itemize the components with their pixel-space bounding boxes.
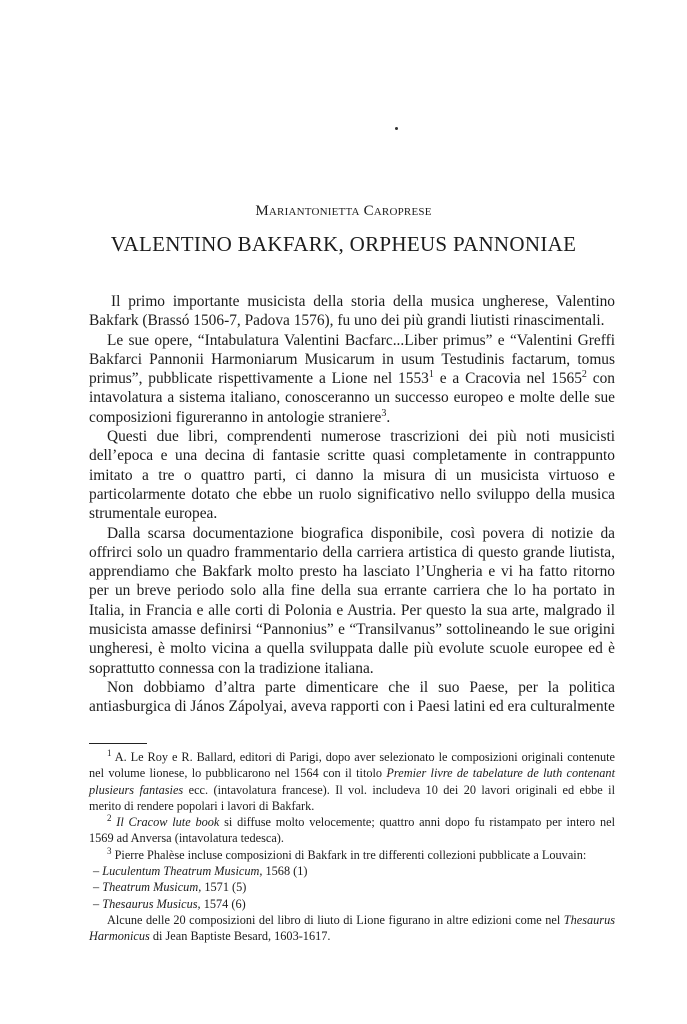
paragraph-4: Dalla scarsa documentazione biografica disponibile, così povera di notizie da offrirci solo un quadro frammentario della carriera artistica di questo grande liutista, apprendiamo che Bakfark molto presto ha lasciato l’Ungheria e vi ha fatto ritorno per un breve periodo solo alla fine della sua errante carriera che lo ha portato in Italia, in Francia e alle corti di Polonia e Austria. Per questo la sua arte, malgrado il musicista amasse definirsi “Pannonius” e “Transilvanus” sottolineando le sue origini ungheresi, è molto vicina a quella sviluppata dalle più evolute scuole europee ed è soprattutto connessa con la tradizione italiana. [89,524,615,677]
list-dash: – [93,880,103,895]
list-item-title: Thesaurus Musicus, [102,896,201,911]
paragraph-3: Questi due libri, comprendenti numerose trascrizioni dei più noti musicisti dell’epoca e una decina di fantasie scritte quasi completamente in contrappunto imitato a tre o quattro parti, ci danno la misura di un musicista virtuoso e particolarmente dotato che ebbe un ruolo significativo nello sviluppo della musica strumentale europea. [89,428,615,523]
footnote-1-title: Premier livre de tabelature de luth contenant plusieurs fantasies [89,766,615,797]
footnote-1 [89,749,615,814]
list-item-title: Theatrum Musicum, [102,880,202,895]
author-name: Mariantonietta Caroprese [255,203,432,219]
footnote-closing [89,912,615,945]
paragraph-1: Il primo importante musicista della storia della musica ungherese, Valentino Bakfark (Brassó 1506-7, Padova 1576), fu uno dei più grandi liutisti rinascimentali. [89,293,615,330]
footnote-ref-3[interactable]: 3 [381,407,387,419]
stray-dot-mark [395,127,398,130]
footnote-1-number: 1 [107,748,112,758]
footnote-closing-title: Thesaurus Harmonicus [89,912,615,944]
footnote-list-item [89,879,615,895]
footnote-2-number: 2 [107,813,112,824]
footnote-2-title: Il Cracow lute book [116,815,220,830]
paragraph-2 [89,331,615,427]
footnote-closing-text-a: Alcune delle 20 composizioni del libro di liuto di Lione figurano in altre edizioni come nel [107,912,564,927]
footnote-3-number: 3 [107,845,112,856]
paragraph-2-text-d: . [386,408,391,426]
list-item-detail: 1571 (5) [201,880,247,895]
list-item-detail: 1574 (6) [200,896,246,911]
footnote-list-item [89,896,615,912]
article-body [89,292,615,717]
footnote-list-item [89,863,615,879]
footnote-2-text: si diffuse molto velocemente; quattro anni dopo fu ristampato per intero nel 1569 ad Anversa (intavolatura tedesca). [89,815,615,846]
footnote-3-text: Pierre Phalèse incluse composizioni di Bakfark in tre differenti collezioni pubblicate a Louvain: [111,847,587,862]
footnote-divider [89,743,147,744]
list-item-detail: 1568 (1) [262,864,308,879]
footnote-3 [89,847,615,863]
footnote-1-text-a: A. Le Roy e R. Ballard, editori di Parigi, dopo aver selezionato le composizioni originali contenute nel volume lionese, lo pubblicarono nel 1564 con il titolo [89,750,615,781]
paragraph-2-text-a: Le sue opere, “Intabulatura Valentini Bacfarc...Liber primus” e “Valentini Greffi Bakfarci Pannonii Harmoniarum Musicarum in usum Testudinis factarum, tomus primus”, pubblicate rispettivamente a Lione nel 1553 [89,331,615,388]
footnote-1-text-b: ecc. (intavolatura francese). Il vol. includeva 10 dei 20 lavori originali ed ebbe il merito di rendere popolari i lavori di Bakfark. [89,782,616,813]
footnotes [89,749,615,945]
footnote-ref-2[interactable]: 2 [581,369,587,381]
paragraph-5: Non dobbiamo d’altra parte dimenticare che il suo Paese, per la politica antiasburgica di János Zápolyai, aveva rapporti con i Paesi latini ed era culturalmente [89,678,615,716]
paragraph-2-text-b: e a Cracovia nel 1565 [433,370,582,388]
footnote-ref-1[interactable]: 1 [428,369,434,381]
list-dash: – [93,864,103,879]
list-dash: – [93,896,103,911]
list-item-title: Luculentum Theatrum Musicum, [102,864,263,879]
footnote-2 [89,814,615,847]
article-title: VALENTINO BAKFARK, ORPHEUS PANNONIAE [110,232,577,256]
footnote-closing-text-b: di Jean Baptiste Besard, 1603-1617. [149,929,331,944]
paragraph-2-text-c: con intavolatura a sistema italiano, conosceranno un successo europeo e molte delle sue composizioni figureranno in antologie straniere [89,370,615,426]
